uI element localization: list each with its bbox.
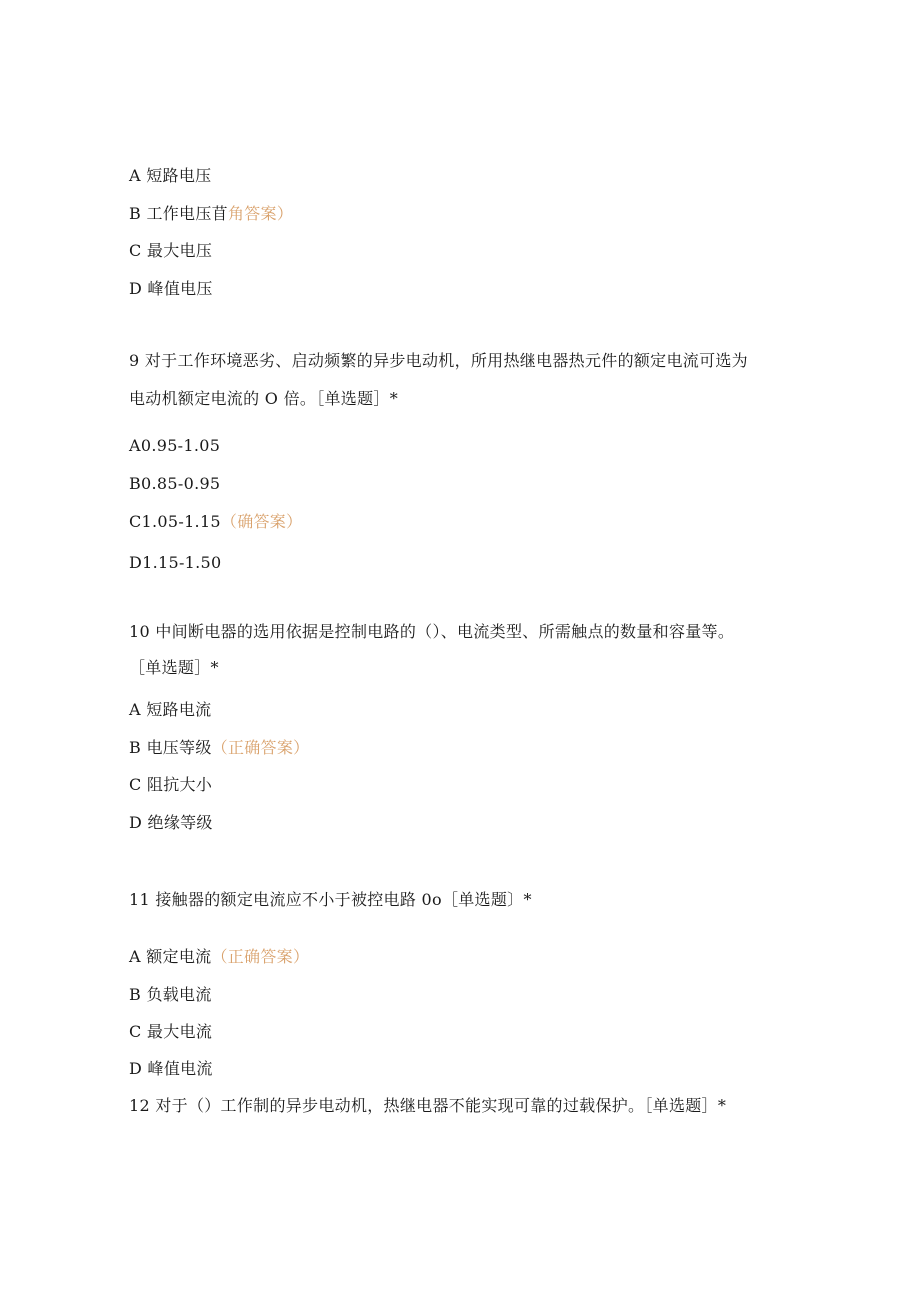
q9-option-a (129, 435, 220, 457)
q12-question-line1: 12 对于（）工作制的异步电动机，热继电器不能实现可靠的过载保护。［单选题］* (129, 1096, 727, 1115)
q8-option-b (129, 203, 293, 225)
q11-option-d (129, 1058, 213, 1080)
q8-option-c (129, 240, 212, 262)
option-text: B 负载电流 (129, 985, 212, 1004)
q9-option-d (129, 552, 221, 574)
option-text: A 短路电流 (129, 700, 212, 719)
correct-answer-marker: （正确答案） (211, 738, 310, 757)
option-text: B 工作电压苜 (129, 204, 228, 223)
q10-option-d (129, 812, 213, 834)
q9-option-b (129, 473, 220, 495)
correct-answer-marker: （正确答案） (211, 947, 310, 966)
option-text: D 峰值电压 (129, 279, 213, 298)
q9-question-line2: 电动机额定电流的 O 倍。［单选题］* (129, 389, 398, 408)
option-text: C1.05-1.15 (129, 512, 221, 531)
correct-answer-marker: 角答案） (227, 204, 294, 223)
q10-question-line1: 10 中间断电器的选用依据是控制电路的（）、电流类型、所需触点的数量和容量等。 (129, 622, 735, 641)
option-text: C 最大电流 (129, 1022, 213, 1041)
option-text: D1.15-1.50 (129, 553, 222, 572)
option-text: B0.85-0.95 (129, 474, 221, 493)
q11-option-a (129, 946, 309, 968)
option-text: D 绝缘等级 (129, 813, 213, 832)
q10-option-a (129, 699, 211, 721)
correct-answer-marker: （确答案） (220, 512, 303, 531)
q8-option-a (129, 165, 211, 187)
q8-option-d (129, 278, 213, 300)
option-text: D 峰值电流 (129, 1059, 213, 1078)
q10-option-b (129, 737, 309, 759)
option-text: A 额定电流 (129, 947, 212, 966)
q11-option-b (129, 984, 212, 1006)
option-text: B 电压等级 (129, 738, 212, 757)
q9-option-c (129, 511, 302, 533)
q9-question-line1: 9 对于工作环境恶劣、启动频繁的异步电动机，所用热继电器热元件的额定电流可选为 (129, 351, 748, 370)
q10-option-c (129, 774, 212, 796)
q11-question-line1: 11 接触器的额定电流应不小于被控电路 0o［单选题〕* (129, 890, 532, 909)
option-text: C 最大电压 (129, 241, 213, 260)
q11-option-c (129, 1021, 212, 1043)
option-text: C 阻抗大小 (129, 775, 213, 794)
q10-question-line2: ［单选题］* (129, 658, 219, 677)
option-text: A 短路电压 (129, 166, 212, 185)
option-text: A0.95-1.05 (129, 436, 221, 455)
